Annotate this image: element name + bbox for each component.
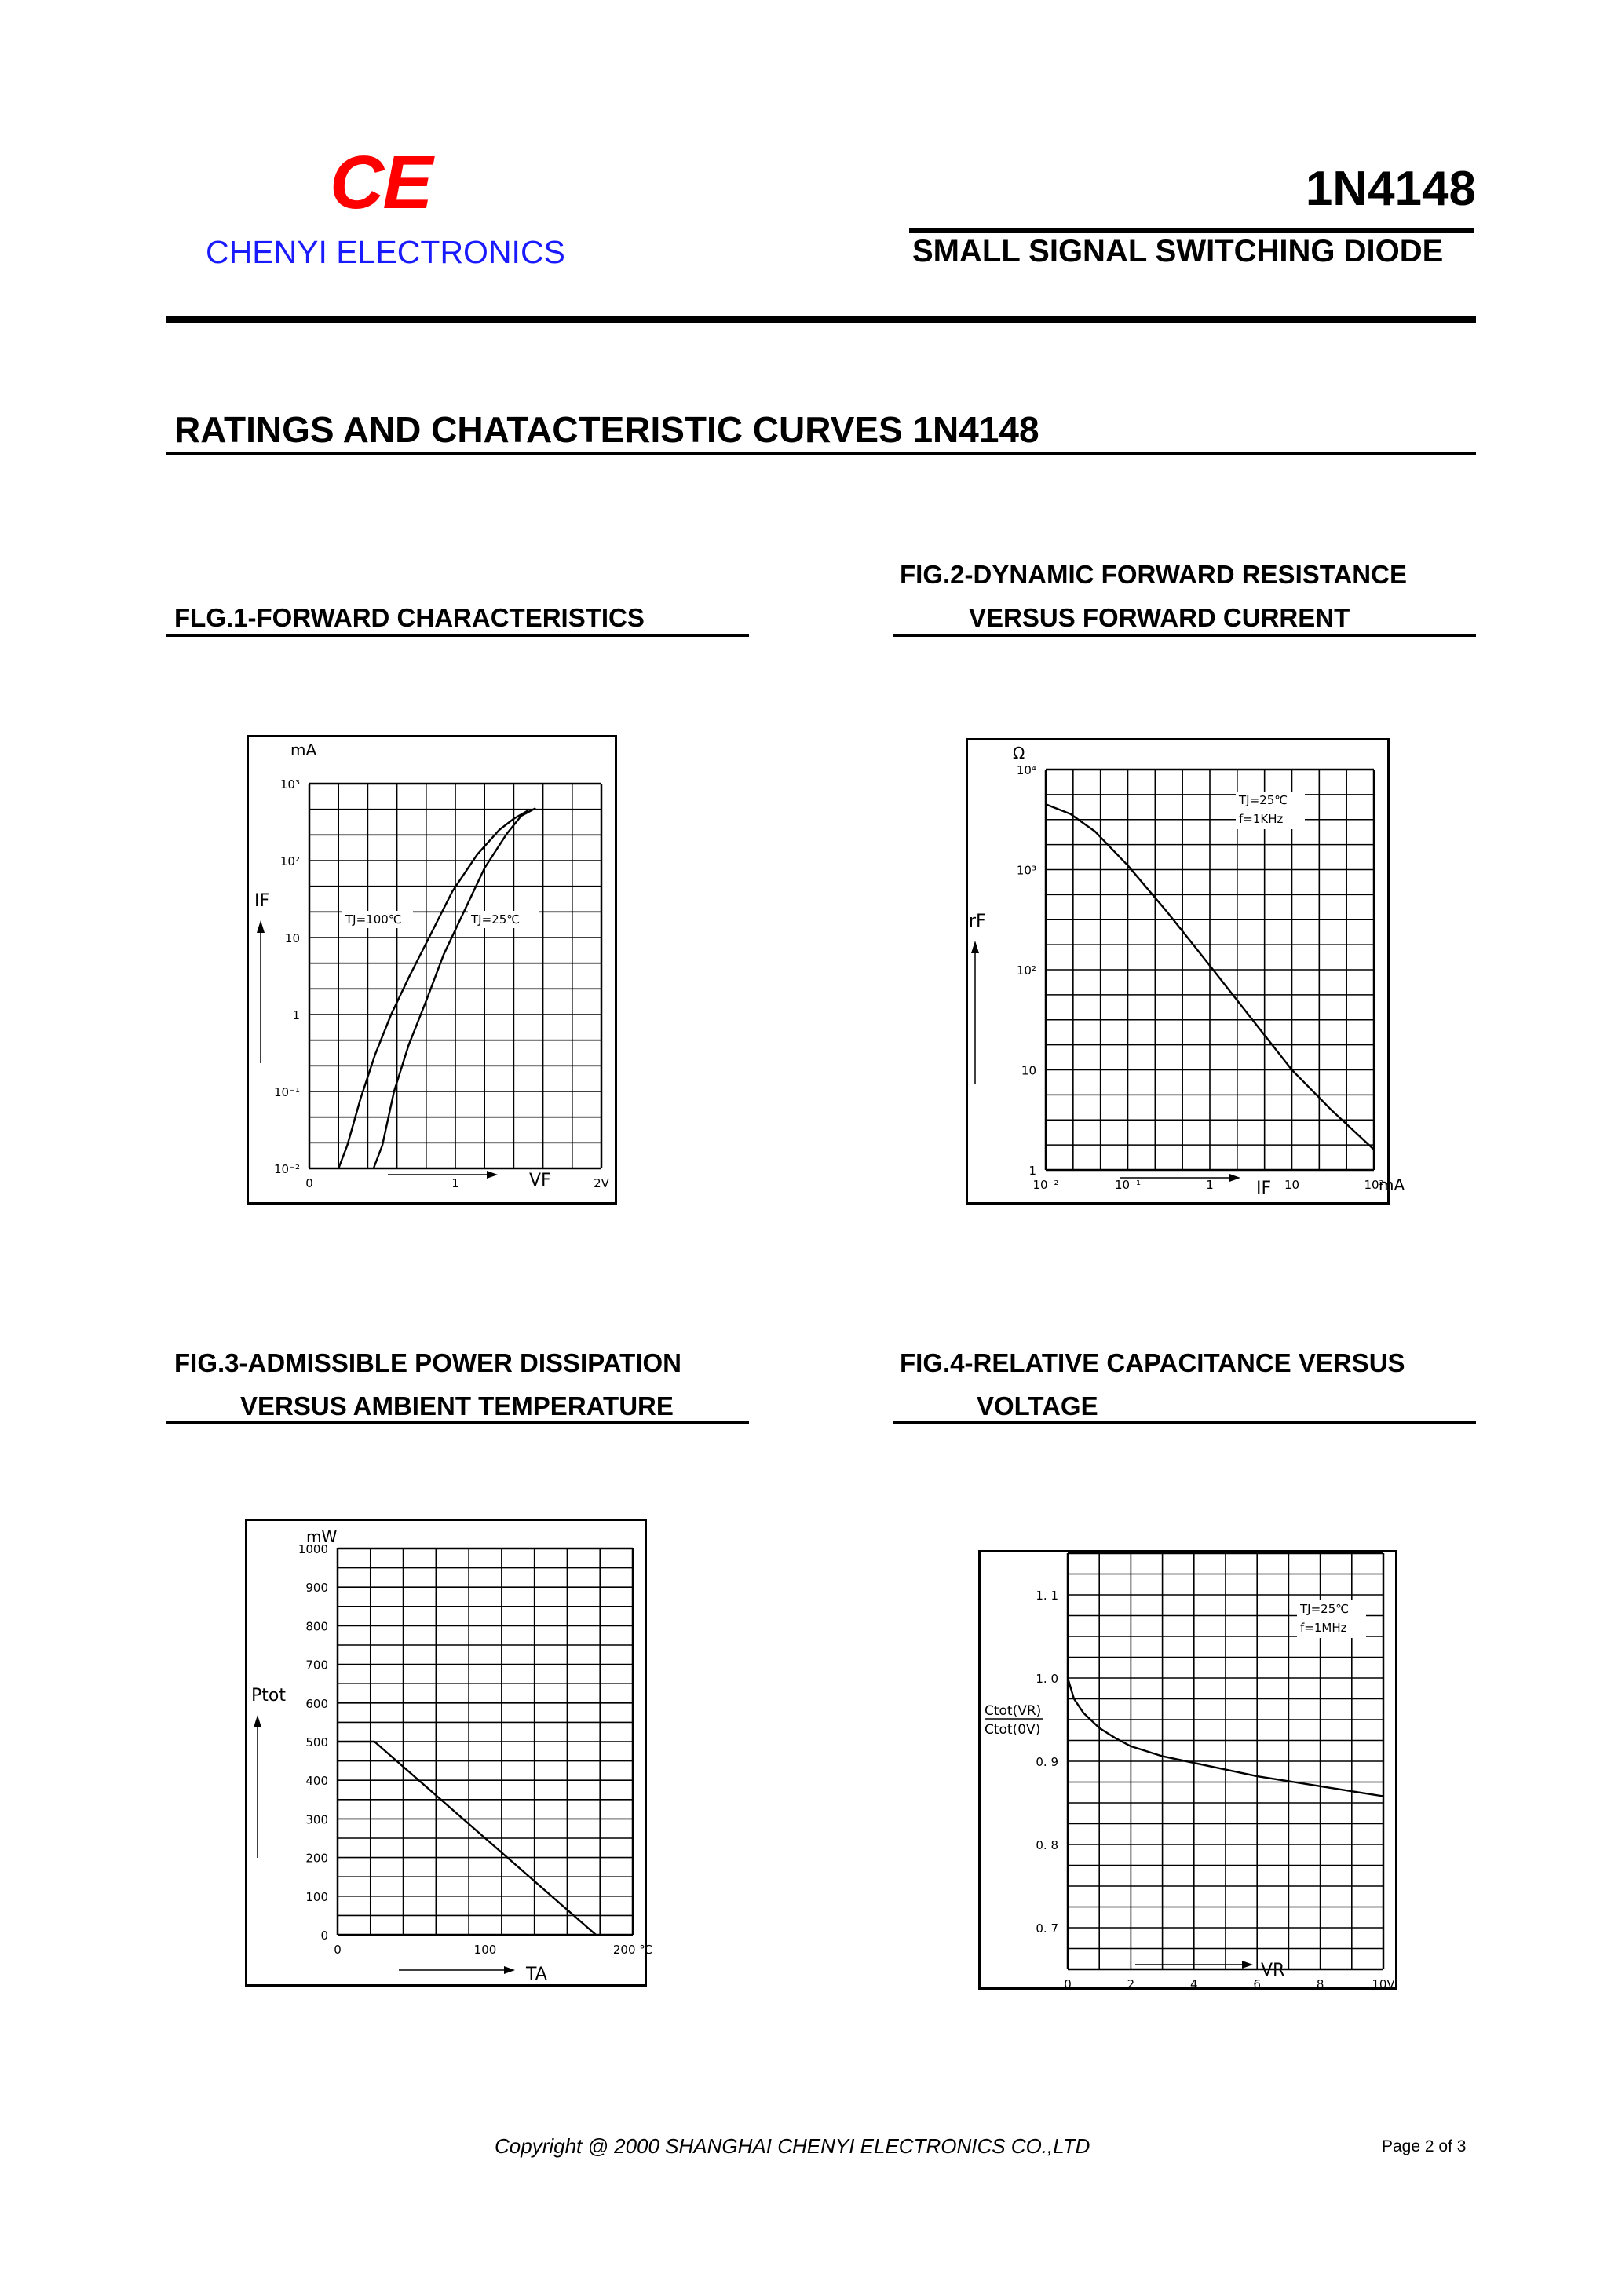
condition-annotation: f=1KHz bbox=[1239, 812, 1284, 826]
fig2-title-line2: VERSUS FORWARD CURRENT bbox=[969, 603, 1350, 632]
x-axis-label: TA bbox=[526, 1965, 547, 1984]
y-tick-label: 10 bbox=[284, 931, 300, 945]
y-axis-arrowhead bbox=[971, 941, 979, 953]
part-number: 1N4148 bbox=[1305, 162, 1476, 216]
fig1-chart bbox=[247, 735, 617, 1205]
y-tick-label: 900 bbox=[305, 1581, 328, 1596]
y-axis-label: Ptot bbox=[251, 1686, 286, 1706]
y-tick-label: 400 bbox=[305, 1774, 328, 1789]
y-tick-label: 700 bbox=[305, 1658, 328, 1673]
condition-annotation: f=1MHz bbox=[1300, 1621, 1347, 1635]
fig3-power-dissipation-chart bbox=[245, 1519, 653, 1987]
series-annotation: TJ=100℃ bbox=[345, 912, 402, 927]
header-divider bbox=[166, 316, 1476, 323]
fig3-title-line1: FIG.3-ADMISSIBLE POWER DISSIPATION bbox=[174, 1348, 681, 1377]
x-tick-label: 10² bbox=[1364, 1178, 1384, 1192]
y-tick-label: 10³ bbox=[1016, 863, 1036, 878]
x-tick-label: 6 bbox=[1253, 1977, 1261, 1991]
fig4-title-line2: VOLTAGE bbox=[977, 1391, 1098, 1420]
fig2-dynamic-resistance-chart bbox=[966, 738, 1405, 1205]
fig3-title-line2: VERSUS AMBIENT TEMPERATURE bbox=[240, 1391, 674, 1420]
fig2-title bbox=[900, 553, 1407, 639]
x-tick-label: 100 bbox=[473, 1943, 497, 1957]
y-tick-label: 10² bbox=[1016, 963, 1036, 978]
condition-annotation: TJ=25℃ bbox=[1300, 1602, 1350, 1616]
y-tick-label: 10³ bbox=[279, 777, 300, 792]
y-unit-label: Ω bbox=[1013, 744, 1025, 762]
x-tick-label: 200 ℃ bbox=[612, 1943, 653, 1957]
fig4-title-line1: FIG.4-RELATIVE CAPACITANCE VERSUS bbox=[900, 1348, 1405, 1377]
y-tick-label: 500 bbox=[305, 1735, 328, 1749]
fig2-title-line1: FIG.2-DYNAMIC FORWARD RESISTANCE bbox=[900, 560, 1407, 589]
x-axis-arrowhead bbox=[487, 1171, 498, 1179]
x-tick-label: 0 bbox=[305, 1176, 313, 1190]
y-tick-label: 100 bbox=[305, 1889, 328, 1904]
x-tick-label: 10 bbox=[1284, 1178, 1300, 1192]
fig3-chart bbox=[245, 1519, 653, 1987]
y-tick-label: 0 bbox=[320, 1929, 328, 1943]
y-tick-label: 10⁻¹ bbox=[273, 1085, 300, 1099]
x-tick-label: 8 bbox=[1316, 1977, 1324, 1991]
x-tick-label: 1 bbox=[451, 1176, 459, 1190]
fig1-forward-characteristics-chart bbox=[247, 735, 617, 1205]
x-unit-label: mA bbox=[1379, 1175, 1405, 1194]
section-title: RATINGS AND CHATACTERISTIC CURVES 1N4148 bbox=[174, 409, 1039, 450]
y-tick-label: 800 bbox=[305, 1619, 328, 1634]
x-tick-label: 10⁻² bbox=[1032, 1178, 1059, 1192]
y-axis-arrowhead bbox=[257, 920, 265, 933]
y-tick-label: 1. 0 bbox=[1036, 1672, 1058, 1686]
y-axis-label-numerator: Ctot(VR) bbox=[985, 1703, 1042, 1719]
x-tick-label: 4 bbox=[1190, 1977, 1198, 1991]
fig4-title-underline bbox=[893, 1421, 1476, 1424]
y-axis-arrowhead bbox=[254, 1715, 261, 1727]
part-underline bbox=[909, 228, 1474, 233]
y-tick-label: 1 bbox=[1028, 1164, 1036, 1178]
fig3-title bbox=[174, 1341, 681, 1428]
fig2-title-underline bbox=[893, 634, 1476, 637]
x-tick-label: 0 bbox=[1064, 1977, 1072, 1991]
fig4-title bbox=[900, 1341, 1405, 1428]
x-axis-label: VF bbox=[529, 1171, 551, 1190]
fig1-title bbox=[174, 596, 645, 639]
y-tick-label: 1 bbox=[292, 1008, 300, 1022]
y-tick-label: 10 bbox=[1021, 1063, 1036, 1078]
y-tick-label: 300 bbox=[305, 1812, 328, 1827]
y-unit-label: mW bbox=[306, 1527, 338, 1546]
x-tick-label: 1 bbox=[1206, 1178, 1214, 1192]
copyright-text: Copyright @ 2000 SHANGHAI CHENYI ELECTRONICS CO.,LTD bbox=[495, 2134, 1090, 2158]
x-axis-arrowhead bbox=[1229, 1174, 1240, 1182]
chart-frame bbox=[248, 737, 616, 1204]
y-tick-label: 0. 8 bbox=[1036, 1838, 1058, 1852]
fig2-chart bbox=[966, 738, 1405, 1205]
condition-annotation: TJ=25℃ bbox=[1239, 793, 1288, 807]
y-unit-label: mA bbox=[290, 740, 317, 759]
y-axis-label-denominator: Ctot(0V) bbox=[985, 1722, 1041, 1738]
fig3-title-underline bbox=[166, 1421, 749, 1424]
x-tick-label: 2 bbox=[1127, 1977, 1135, 1991]
fig1-title-underline bbox=[166, 634, 749, 637]
x-axis-arrowhead bbox=[1242, 1961, 1253, 1969]
y-tick-label: 10² bbox=[279, 854, 300, 868]
x-tick-label: 2V bbox=[594, 1176, 609, 1190]
series-annotation: TJ=25℃ bbox=[471, 912, 521, 927]
page-number: Page 2 of 3 bbox=[1382, 2137, 1467, 2155]
y-tick-label: 1. 1 bbox=[1036, 1589, 1058, 1603]
y-tick-label: 10⁻² bbox=[273, 1162, 300, 1176]
x-axis-label: VR bbox=[1261, 1961, 1285, 1980]
x-tick-label: 0 bbox=[334, 1943, 342, 1957]
brand-logo: CE bbox=[330, 141, 432, 225]
fig4-relative-capacitance-chart bbox=[978, 1550, 1397, 1990]
y-axis-label: rF bbox=[969, 912, 986, 931]
x-axis-arrowhead bbox=[504, 1966, 515, 1974]
y-tick-label: 600 bbox=[305, 1696, 328, 1711]
x-tick-label: 10⁻¹ bbox=[1114, 1178, 1142, 1192]
company-name: CHENYI ELECTRONICS bbox=[206, 234, 565, 270]
fig1-title-line1: FLG.1-FORWARD CHARACTERISTICS bbox=[174, 603, 645, 632]
section-underline bbox=[166, 452, 1476, 455]
y-tick-label: 10⁴ bbox=[1016, 763, 1036, 777]
document-subtitle: SMALL SIGNAL SWITCHING DIODE bbox=[912, 234, 1444, 269]
y-tick-label: 200 bbox=[305, 1851, 328, 1866]
x-axis-label: IF bbox=[1256, 1179, 1272, 1198]
y-tick-label: 0. 7 bbox=[1036, 1921, 1058, 1936]
x-tick-label: 10V bbox=[1372, 1977, 1395, 1991]
y-axis-label: IF bbox=[254, 891, 270, 911]
y-tick-label: 1000 bbox=[298, 1542, 328, 1556]
y-tick-label: 0. 9 bbox=[1036, 1755, 1058, 1769]
fig4-chart bbox=[978, 1550, 1397, 1990]
